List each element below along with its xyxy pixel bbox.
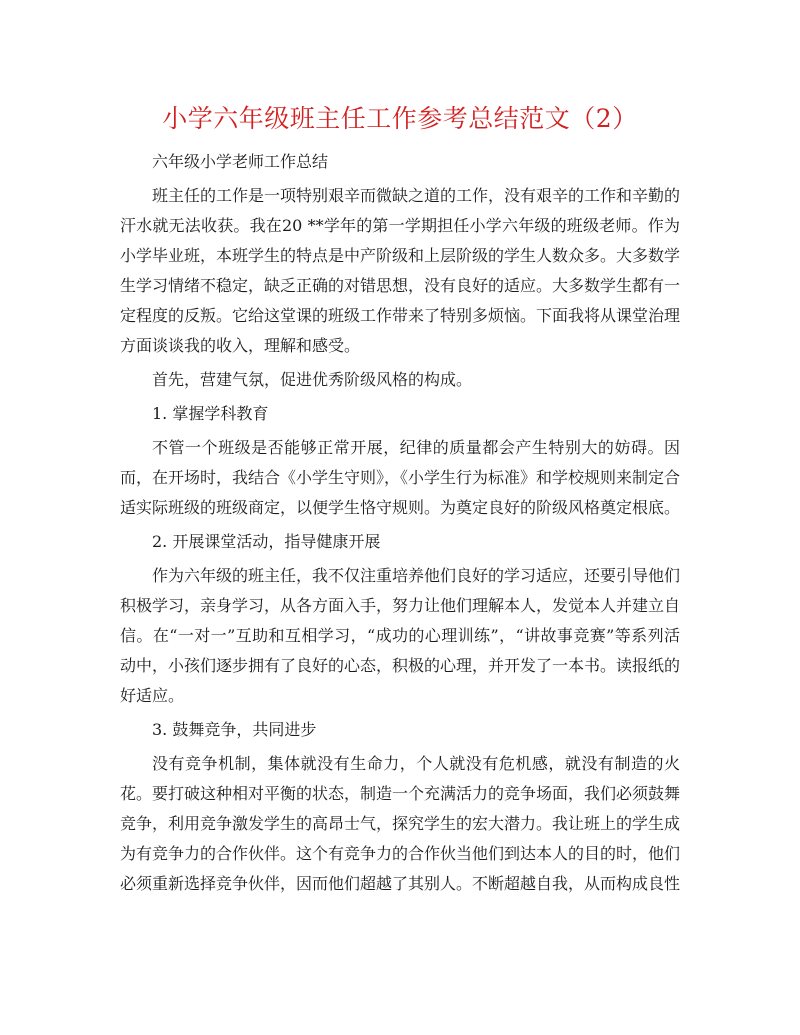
subsection-heading: 3. 鼓舞竞争，共同进步 [152, 720, 317, 739]
body-paragraph: 没有竞争机制，集体就没有生命力，个人就没有危机感，就没有制造的火花。要打破这种相对平衡的状态，制造一个充满活力的竞争场面，我们必须鼓舞竞争，利用竞争激发学生的高昂士气，探究学生的宏大潜力。我让班上的学生成为有竞争力的合作伙伴。这个有竞争力的合作伙当他们到达本人的目的时，他们必须重新选择竞争伙伴，因而他们超越了其别人。不断超越自我，从而构成良性 [120, 754, 681, 893]
body-paragraph: 不管一个班级是否能够正常开展，纪律的质量都会产生特别大的妨碍。因而，在开场时，我结合《小学生守则》，《小学生行为标准》和学校规则来制定合适实际班级的班级商定，以便学生恪守规则。为奠定良好的阶级风格奠定根底。 [120, 438, 681, 517]
subsection-heading: 1. 掌握学科教育 [152, 404, 269, 423]
document-title: 小学六年级班主任工作参考总结范文（2） [162, 104, 638, 133]
subsection-heading: 2. 开展课堂活动，指导健康开展 [152, 532, 381, 551]
body-paragraph: 作为六年级的班主任，我不仅注重培养他们良好的学习适应，还要引导他们积极学习，亲身学习，从各方面入手，努力让他们理解本人，发觉本人并建立自信。在“一对一”互助和互相学习，“成功的心理训练”，“讲故事竞赛”等系列活动中，小孩们逐步拥有了良好的心态，积极的心理，并开发了一本书。读报纸的好适应。 [120, 566, 681, 705]
document-body [120, 147, 680, 903]
section-heading: 六年级小学老师工作总结 [152, 152, 329, 171]
section-heading: 首先，营建气氛，促进优秀阶级风格的构成。 [152, 370, 473, 389]
body-paragraph: 班主任的工作是一项特别艰辛而微缺之道的工作，没有艰辛的工作和辛勤的汗水就无法收获。我在20 **学年的第一学期担任小学六年级的班级老师。作为小学毕业班，本班学生的特点是中产阶级和上层阶级的学生人数众多。大多数学生学习情绪不稳定，缺乏正确的对错思想，没有良好的适应。大多数学生都有一定程度的反叛。它给这堂课的班级工作带来了特别多烦恼。下面我将从课堂治理方面谈谈我的收入，理解和感受。 [120, 186, 681, 355]
